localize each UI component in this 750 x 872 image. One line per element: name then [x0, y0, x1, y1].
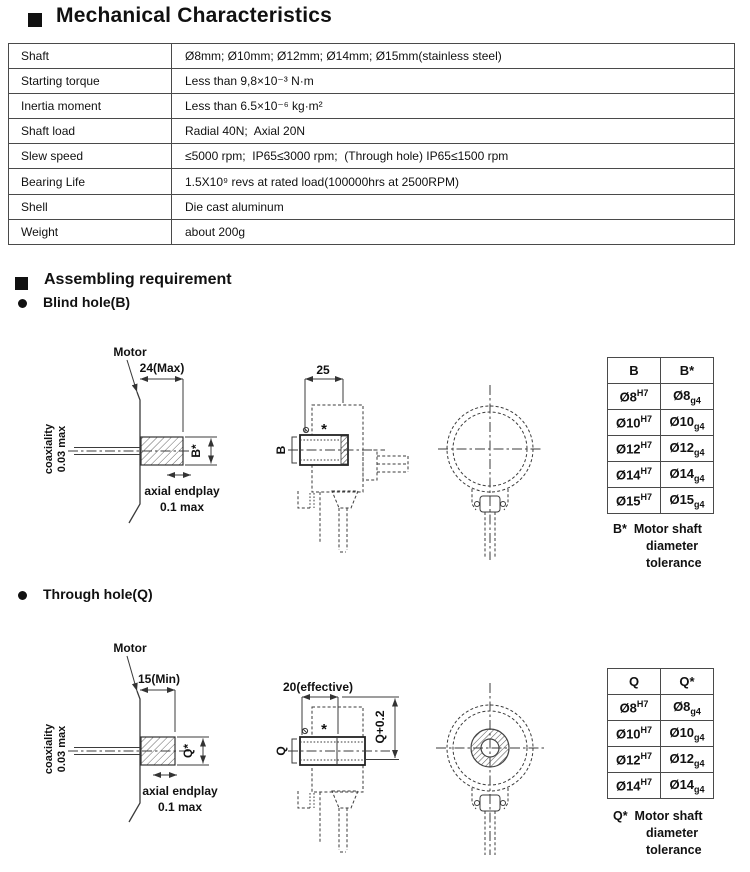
depth-dimension-label: 24(Max)	[139, 361, 185, 375]
caption-line: B* Motor shaft	[613, 522, 702, 536]
sleeve-length-dimension: 25	[316, 363, 330, 377]
cable-lines	[339, 808, 347, 852]
spec-value: Ø8mm; Ø10mm; Ø12mm; Ø14mm; Ø15mm(stainless steel)	[172, 44, 735, 69]
spec-label: Slew speed	[9, 144, 172, 169]
spec-value: about 200g	[172, 219, 735, 244]
section-square-icon	[28, 13, 42, 27]
spec-value: ≤5000 rpm; IP65≤3000 rpm; (Through hole) IP65≤1500 rpm	[172, 144, 735, 169]
spec-row	[9, 119, 735, 144]
tol-row	[608, 436, 714, 462]
motor-leader-line	[127, 656, 137, 691]
shaft-size-cell: $Ø12_{g4}$	[661, 747, 714, 773]
depth-dimension-label: 15(Min)	[138, 672, 180, 686]
cable-gland-outline	[363, 450, 377, 480]
tol-col2-header: B*	[661, 358, 714, 384]
tol-row	[608, 384, 714, 410]
hole-size-cell: $Ø8^{H7}$	[608, 384, 661, 410]
assembling-requirement-title: Assembling requirement	[44, 271, 232, 288]
coaxiality-value: 0.03 max	[56, 725, 68, 773]
motor-face-line	[129, 691, 140, 822]
spec-label: Shaft	[9, 44, 172, 69]
flare-detail-lines	[310, 793, 314, 808]
hole-size-cell: $Ø10^{H7}$	[608, 721, 661, 747]
body-corner-line	[298, 791, 310, 808]
motor-face-line	[129, 392, 140, 523]
spec-value: 1.5X10⁹ revs at rated load(100000hrs at 2500RPM)	[172, 169, 735, 194]
blind-hole-mounting-drawing	[40, 342, 290, 542]
shaft-diameter-label: B*	[189, 444, 203, 458]
caption-line: tolerance	[646, 843, 702, 857]
blind-hole-front-drawing	[428, 372, 583, 564]
spec-label: Bearing Life	[9, 169, 172, 194]
cable-lines	[339, 508, 347, 552]
spec-row	[9, 169, 735, 194]
bullet-circle-icon	[18, 591, 27, 600]
bore-label: Q	[274, 746, 288, 756]
hole-depth-label: Q+0.2	[373, 710, 387, 744]
hole-size-cell: $Ø8^{H7}$	[608, 695, 661, 721]
motor-label: Motor	[113, 345, 147, 359]
hole-size-cell: $Ø14^{H7}$	[608, 462, 661, 488]
shaft-size-cell: $Ø14_{g4}$	[661, 773, 714, 799]
spec-row	[9, 219, 735, 244]
tol-header-row	[608, 358, 714, 384]
cable-flare	[332, 491, 358, 508]
caption-line: tolerance	[646, 556, 702, 570]
asterisk-mark: *	[321, 721, 327, 738]
gland-ear-left	[475, 502, 480, 507]
spec-value: Less than 6.5×10⁻⁶ kg·m²	[172, 94, 735, 119]
blind-table-caption	[613, 521, 702, 572]
caption-line: diameter	[646, 539, 699, 553]
shaft-size-cell: $Ø12_{g4}$	[661, 436, 714, 462]
tol-row	[608, 695, 714, 721]
effective-depth-dimension: 20(effective)	[282, 680, 354, 694]
spec-label: Inertia moment	[9, 94, 172, 119]
through-hole-mounting-drawing	[40, 638, 290, 838]
spec-row	[9, 69, 735, 94]
bore-label: B	[274, 445, 288, 455]
hole-size-cell: $Ø10^{H7}$	[608, 410, 661, 436]
body-corner-line	[298, 491, 310, 508]
tol-row	[608, 721, 714, 747]
tol-row	[608, 410, 714, 436]
spec-label: Weight	[9, 219, 172, 244]
page-title: Mechanical Characteristics	[56, 4, 332, 27]
shaft-diameter-label: Q*	[181, 743, 195, 759]
shaft-size-cell: $Ø15_{g4}$	[661, 488, 714, 514]
tol-header-row	[608, 669, 714, 695]
caption-line: Q* Motor shaft	[613, 809, 703, 823]
hole-size-cell: $Ø14^{H7}$	[608, 773, 661, 799]
shaft-size-cell: $Ø14_{g4}$	[661, 462, 714, 488]
motor-leader-line	[127, 360, 137, 392]
through-hole-side-drawing	[274, 650, 430, 865]
spec-row	[9, 94, 735, 119]
shaft-size-cell: $Ø10_{g4}$	[661, 410, 714, 436]
shaft-size-cell: $Ø10_{g4}$	[661, 721, 714, 747]
endplay-value: 0.1 max	[157, 800, 203, 814]
through-table-caption	[613, 808, 703, 859]
tol-row	[608, 747, 714, 773]
caption-line: diameter	[646, 826, 699, 840]
spec-value: Radial 40N; Axial 20N	[172, 119, 735, 144]
spec-label: Shell	[9, 194, 172, 219]
spec-row	[9, 144, 735, 169]
spec-value: Less than 9,8×10⁻³ N·m	[172, 69, 735, 94]
section-square-icon	[15, 277, 28, 290]
through-tolerance-table	[607, 668, 714, 799]
endplay-value: 0.1 max	[159, 500, 205, 514]
tol-col2-header: Q*	[661, 669, 714, 695]
spec-label: Shaft load	[9, 119, 172, 144]
spec-row	[9, 194, 735, 219]
blind-tolerance-table	[607, 357, 714, 514]
asterisk-mark: *	[321, 421, 327, 438]
gland-ear-right	[501, 801, 506, 806]
blind-hole-title: Blind hole(B)	[43, 294, 131, 310]
endplay-label: axial endplay	[144, 484, 220, 498]
gland-ear-left	[475, 801, 480, 806]
coaxiality-label: coaxiality	[43, 423, 55, 475]
coaxiality-label: coaxiality	[43, 723, 55, 775]
cable-flare	[332, 791, 358, 808]
spec-label: Starting torque	[9, 69, 172, 94]
hole-size-cell: $Ø12^{H7}$	[608, 436, 661, 462]
bullet-circle-icon	[18, 299, 27, 308]
blind-hole-side-drawing	[274, 345, 430, 570]
tol-col1-header: Q	[608, 669, 661, 695]
tol-row	[608, 488, 714, 514]
mechanical-characteristics-table	[8, 43, 735, 245]
through-hole-title: Through hole(Q)	[43, 586, 153, 602]
spec-value: Die cast aluminum	[172, 194, 735, 219]
endplay-label: axial endplay	[142, 784, 218, 798]
hole-size-cell: $Ø15^{H7}$	[608, 488, 661, 514]
shaft-size-cell: $Ø8_{g4}$	[661, 384, 714, 410]
shaft-size-cell: $Ø8_{g4}$	[661, 695, 714, 721]
hole-size-cell: $Ø12^{H7}$	[608, 747, 661, 773]
tol-row	[608, 773, 714, 799]
tol-row	[608, 462, 714, 488]
through-hole-front-drawing	[428, 665, 583, 860]
tol-col1-header: B	[608, 358, 661, 384]
spec-row	[9, 44, 735, 69]
flare-detail-lines	[310, 493, 314, 508]
motor-label: Motor	[113, 641, 147, 655]
set-screw-slot	[303, 729, 307, 733]
gland-ear-right	[501, 502, 506, 507]
coaxiality-value: 0.03 max	[56, 425, 68, 473]
side-cable-lines	[377, 456, 408, 472]
